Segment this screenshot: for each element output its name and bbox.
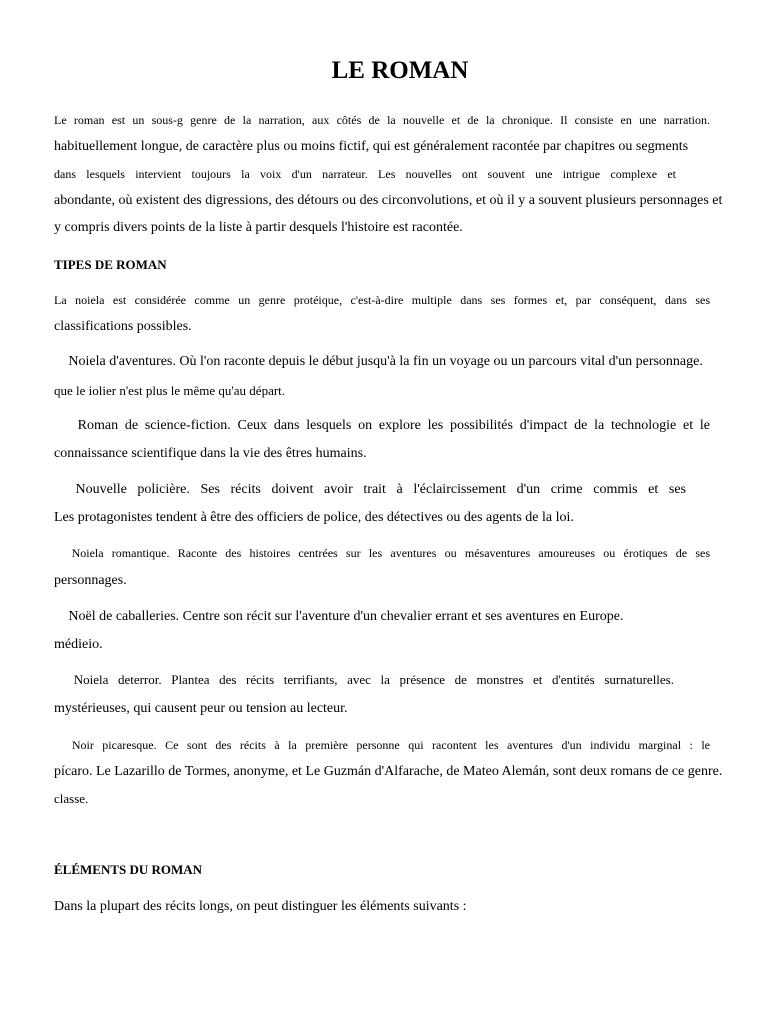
type-item-terror-cont: mystérieuses, qui causent peur ou tension au lecteur. xyxy=(54,701,348,716)
type-item-scifi: Roman de science-fiction. Ceux dans lesquels on explore les possibilités d'impact de la technologie et le xyxy=(60,418,710,433)
intro-line-1: Le roman est un sous-g genre de la narration, aux côtés de la nouvelle et de la chronique. Il consiste en une narration. xyxy=(54,113,710,127)
type-item-chivalry-cont: médieio. xyxy=(54,637,103,652)
types-intro-line-2: classifications possibles. xyxy=(54,319,192,334)
type-item-adventure-cont: que le iolier n'est plus le même qu'au départ. xyxy=(54,383,286,398)
types-heading: TIPES DE ROMAN xyxy=(54,257,167,272)
type-item-picaresque: Noir picaresque. Ce sont des récits à la première personne qui racontent les aventures d'un individu marginal : le xyxy=(54,738,710,752)
type-item-picaresque-cont: pícaro. Le Lazarillo de Tormes, anonyme, et Le Guzmán d'Alfarache, de Mateo Alemán, sont deux romans de ce genre. xyxy=(54,764,723,779)
type-item-romantic-cont: personnages. xyxy=(54,573,127,588)
intro-line-2: habituellement longue, de caractère plus ou moins fictif, qui est généralement racontée par chapitres ou segments xyxy=(54,139,689,154)
intro-line-4: abondante, où existent des digressions, des détours ou des circonvolutions, et où il y a souvent plusieurs personnages et xyxy=(54,193,723,208)
type-item-romantic: Noiela romantique. Raconte des histoires centrées sur les aventures ou mésaventures amoureuses ou érotiques de ses xyxy=(54,546,710,560)
type-item-adventure: Noiela d'aventures. Où l'on raconte depuis le début jusqu'à la fin un voyage ou un parcours vital d'un personnage. xyxy=(54,354,689,369)
page-title: LE ROMAN xyxy=(331,57,469,84)
elements-intro: Dans la plupart des récits longs, on peut distinguer les éléments suivants : xyxy=(54,899,467,914)
types-intro-line-1: La noiela est considérée comme un genre protéique, c'est-à-dire multiple dans ses formes et, par conséquent, dans ses xyxy=(54,293,710,307)
type-item-terror: Noiela deterror. Plantea des récits terrifiants, avec la présence de monstres et d'entités surnaturelles. xyxy=(54,672,674,687)
type-item-chivalry: Noël de caballeries. Centre son récit sur l'aventure d'un chevalier errant et ses aventures en Europe. xyxy=(54,609,610,624)
intro-line-5: y compris divers points de la liste à partir desquels l'histoire est racontée. xyxy=(54,220,463,235)
elements-heading: ÉLÉMENTS DU ROMAN xyxy=(54,862,203,877)
type-item-police: Nouvelle policière. Ses récits doivent avoir trait à l'éclaircissement d'un crime commis et ses xyxy=(54,482,686,497)
type-item-police-cont: Les protagonistes tendent à être des officiers de police, des détectives ou des agents de la loi. xyxy=(54,510,574,525)
type-item-picaresque-end: classe. xyxy=(54,791,89,806)
type-item-scifi-cont: connaissance scientifique dans la vie des êtres humains. xyxy=(54,446,367,461)
intro-line-3: dans lesquels intervient toujours la voix d'un narrateur. Les nouvelles ont souvent une intrigue complexe et xyxy=(54,167,676,181)
